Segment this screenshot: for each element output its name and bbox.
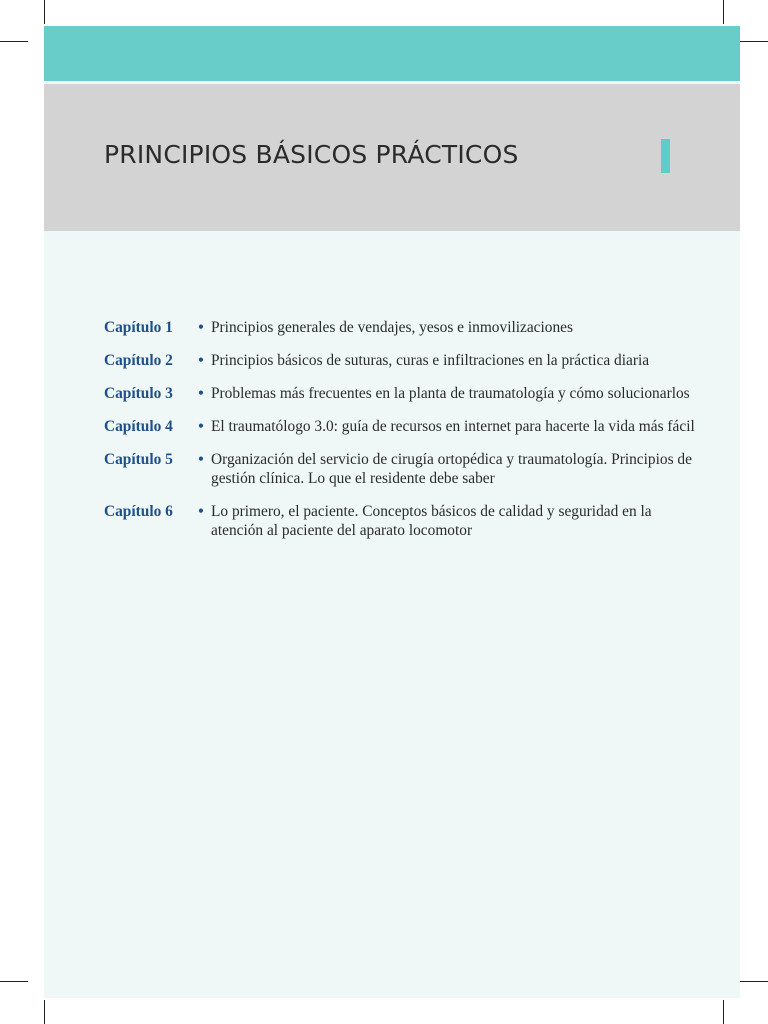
toc-item-4[interactable] xyxy=(104,417,704,436)
crop-mark-bottom-right-h xyxy=(740,981,768,982)
toc-item-1[interactable] xyxy=(104,318,704,337)
chapter-title: Lo primero, el paciente. Conceptos básicos de calidad y seguridad en la atención al paciente del aparato locomotor xyxy=(211,503,652,539)
chapter-title: Principios básicos de suturas, curas e infiltraciones en la práctica diaria xyxy=(211,352,650,369)
bullet-icon: • xyxy=(198,418,204,435)
section-header xyxy=(44,84,740,231)
toc-item-2[interactable] xyxy=(104,351,704,370)
section-title: PRINCIPIOS BÁSICOS PRÁCTICOS xyxy=(104,140,519,169)
part-numeral-mark xyxy=(661,139,670,173)
table-of-contents xyxy=(104,318,704,554)
chapter-label: Capítulo 5 xyxy=(104,451,173,468)
toc-item-3[interactable] xyxy=(104,384,704,403)
crop-mark-top-left-h xyxy=(0,41,28,42)
toc-item-6[interactable] xyxy=(104,502,704,540)
teal-top-band xyxy=(44,26,740,81)
chapter-title: El traumatólogo 3.0: guía de recursos en internet para hacerte la vida más fácil xyxy=(211,418,695,435)
chapter-title: Organización del servicio de cirugía ortopédica y traumatología. Principios de gestión clínica. Lo que el residente debe saber xyxy=(211,451,692,487)
crop-mark-bottom-left-h xyxy=(0,981,28,982)
crop-mark-bottom-left-v xyxy=(44,1000,45,1024)
chapter-label: Capítulo 2 xyxy=(104,352,173,369)
bullet-icon: • xyxy=(198,503,204,520)
toc-item-5[interactable] xyxy=(104,450,704,488)
chapter-label: Capítulo 4 xyxy=(104,418,173,435)
bullet-icon: • xyxy=(198,352,204,369)
chapter-label: Capítulo 3 xyxy=(104,385,173,402)
document-page xyxy=(44,26,740,998)
chapter-label: Capítulo 6 xyxy=(104,503,173,520)
bullet-icon: • xyxy=(198,385,204,402)
bullet-icon: • xyxy=(198,319,204,336)
chapter-label: Capítulo 1 xyxy=(104,319,173,336)
crop-mark-bottom-right-v xyxy=(723,1000,724,1024)
chapter-title: Principios generales de vendajes, yesos e inmovilizaciones xyxy=(211,319,574,336)
crop-mark-top-left-v xyxy=(44,0,45,24)
chapter-title: Problemas más frecuentes en la planta de traumatología y cómo solucionarlos xyxy=(211,385,690,402)
crop-mark-top-right-v xyxy=(723,0,724,24)
crop-mark-top-right-h xyxy=(740,41,768,42)
bullet-icon: • xyxy=(198,451,204,468)
